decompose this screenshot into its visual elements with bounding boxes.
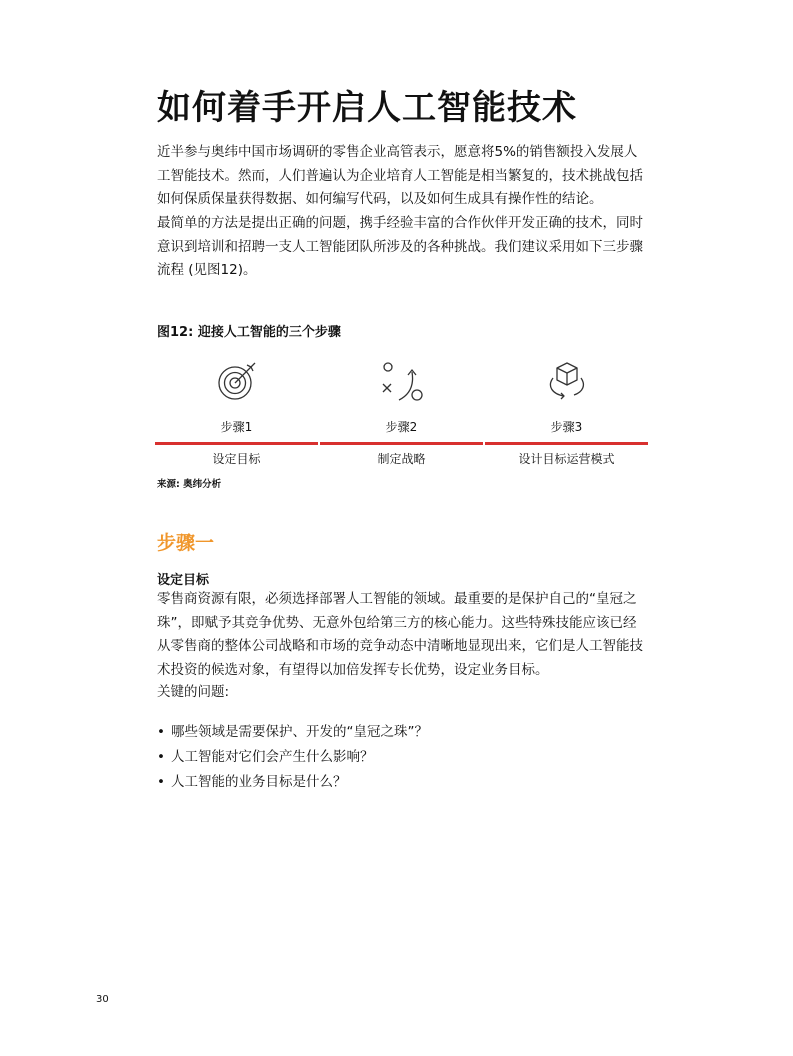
step-1-bar [155, 442, 318, 445]
intro-paragraph: 近半参与奥纬中国市场调研的零售企业高管表示，愿意将5%的销售额投入发展人工智能技术。然而，人们普遍认为企业培育人工智能是相当繁复的，技术挑战包括如何保质保量获得数据、如何编写代码，以及如何生成具有操作性的结论。 [157, 144, 643, 207]
step-3-bar [485, 442, 648, 445]
step-1-label: 步骤1 [220, 420, 253, 434]
step-3-desc: 设计目标运营模式 [518, 452, 615, 466]
figure-source: 来源: 奥纬分析 [157, 479, 222, 490]
bullet-icon: • [157, 774, 165, 790]
step-1 [155, 358, 318, 467]
target-icon [214, 358, 260, 404]
page-number: 30 [96, 994, 109, 1005]
section-subheading: 设定目标 [157, 573, 210, 588]
bullet-icon: • [157, 724, 165, 740]
approach-paragraph: 最简单的方法是提出正确的问题，携手经验丰富的合作伙伴开发正确的技术，同时意识到培训和招聘一支人工智能团队所涉及的各种挑战。我们建议采用如下三步骤流程 (见图12)。 [157, 215, 643, 278]
step-3-label: 步骤3 [550, 420, 583, 434]
page-title: 如何着手开启人工智能技术 [157, 88, 577, 128]
section-heading: 步骤一 [157, 532, 215, 554]
figure-title: 图12: 迎接人工智能的三个步骤 [157, 325, 341, 340]
step-3 [485, 358, 648, 467]
list-item: • 人工智能对它们会产生什么影响？ [157, 745, 428, 770]
bullet-icon: • [157, 749, 165, 765]
section-body: 零售商资源有限，必须选择部署人工智能的领域。最重要的是保护自己的“皇冠之珠”，即赋予其竞争优势、无意外包给第三方的核心能力。这些特殊技能应该已经从零售商的整体公司战略和市场的竞争动态中清晰地显现出来，它们是人工智能技术投资的候选对象，有望得以加倍发挥专长优势，设定业务目标。 [157, 591, 643, 678]
list-item: • 人工智能的业务目标是什么？ [157, 770, 428, 795]
strategy-icon [377, 358, 427, 404]
cube-icon [544, 358, 590, 404]
questions-label: 关键的问题: [157, 684, 230, 700]
step-2-bar [320, 442, 483, 445]
step-2-label: 步骤2 [385, 420, 418, 434]
list-item: • 哪些领域是需要保护、开发的“皇冠之珠”？ [157, 720, 428, 745]
step-2-desc: 制定战略 [377, 452, 426, 466]
questions-list [157, 720, 428, 795]
step-2 [320, 358, 483, 467]
step-1-desc: 设定目标 [212, 452, 261, 466]
